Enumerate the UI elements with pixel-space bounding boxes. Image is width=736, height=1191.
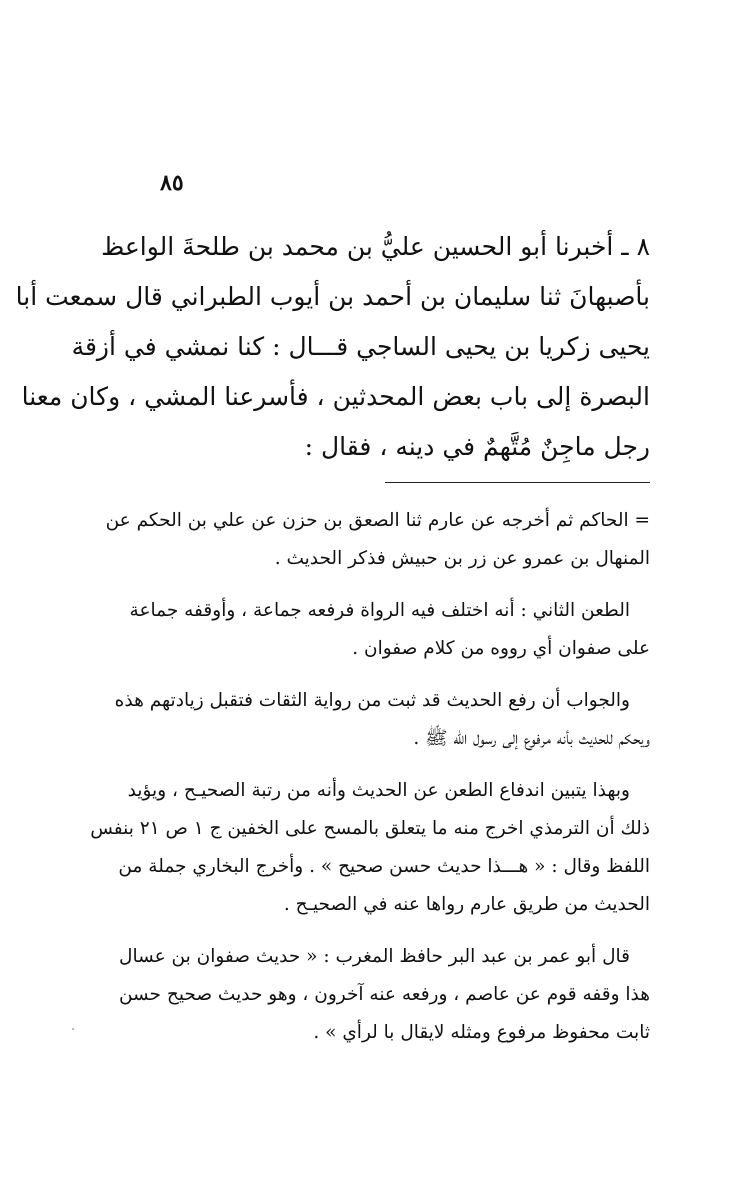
- page-number: ٨٥: [160, 170, 184, 196]
- footnotes-block: [90, 502, 650, 1066]
- footnote-line: هذا وقفه قوم عن عاصم ، ورفعه عنه آخرون ، وهو حديث صحيح حسن: [118, 984, 650, 1005]
- footnote-line: وبهذا يتبين اندفاع الطعن عن الحديث وأنه من رتبة الصحيـح ، ويؤيد: [127, 780, 630, 801]
- footnote-line: ثابت محفوظ مرفوع ومثله لايقال با لرأي » .: [313, 1022, 650, 1043]
- main-text-line: يحيى زكريا بن يحيى الساجي قـــال : كنا نمشي في أزقة: [71, 332, 650, 361]
- footnote-line: الطعن الثاني : أنه اختلف فيه الرواة فرفعه جماعة ، وأوقفه جماعة: [129, 600, 630, 621]
- footnote-paragraph: [118, 938, 650, 1052]
- main-text-line: رجل ماجِنٌ مُتَّهمٌ في دينه ، فقال :: [304, 432, 650, 461]
- footnote-line: اللفظ وقال : « هـــذا حديث حسن صحيح » . وأخرج البخاري جملة من: [118, 856, 650, 877]
- main-text-block: [15, 222, 650, 472]
- footnote-line: الحديث من طريق عارم رواها عنه في الصحيـح .: [283, 894, 650, 915]
- footnote-paragraph: [105, 502, 650, 578]
- footnote-paragraph: [114, 682, 650, 758]
- footnote-line: = الحاكم ثم أخرجه عن عارم ثنا الصعق بن حزن عن علي بن الحكم عن: [105, 510, 650, 531]
- main-text-line: البصرة إلى باب بعض المحدثين ، فأسرعنا المشي ، وكان معنا: [21, 382, 650, 411]
- scan-speck: [72, 1028, 74, 1030]
- footnote-line: ويحكم للحديث بأنه مرفوع إلى رسول الله ﷺ .: [413, 728, 650, 749]
- footnote-paragraph: [129, 592, 650, 668]
- footnote-line: والجواب أن رفع الحديث قد ثبت من رواية الثقات فتقبل زيادتهم هذه: [114, 690, 630, 711]
- footnote-line: على صفوان أي رووه من كلام صفوان .: [352, 638, 650, 659]
- footnote-line: المنهال بن عمرو عن زر بن حبيش فذكر الحديث .: [274, 548, 650, 569]
- main-text-line: بأصبهانَ ثنا سليمان بن أحمد بن أيوب الطبراني قال سمعت أبا: [15, 282, 650, 311]
- footnote-separator: [385, 482, 650, 483]
- footnote-line: قال أبو عمر بن عبد البر حافظ المغرب : « حديث صفوان بن عسال: [119, 946, 630, 967]
- footnote-paragraph: [90, 772, 650, 924]
- footnote-line: ذلك أن الترمذي اخرج منه ما يتعلق بالمسح على الخفين ج ١ ص ٢١ بنفس: [90, 818, 650, 839]
- main-text-line: ٨ ـ أخبرنا أبو الحسين عليُّ بن محمد بن طلحةَ الواعظ: [101, 232, 650, 261]
